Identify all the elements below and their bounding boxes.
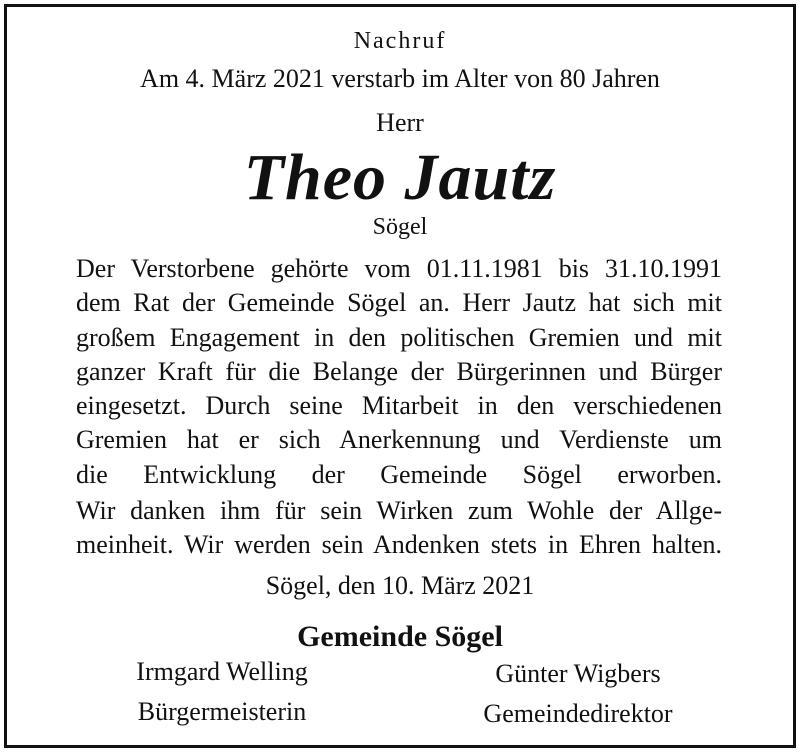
- tribute-line: eingesetzt. Durch seine Mitarbeit in den verschiedenen: [76, 391, 722, 421]
- death-announcement: Am 4. März 2021 verstarb im Alter von 80 Jahren: [140, 64, 660, 93]
- thanks-paragraph: [76, 494, 722, 563]
- signatory-title-right: Gemeindedirektor: [483, 699, 673, 728]
- council-name: Gemeinde Sögel: [297, 620, 503, 653]
- signatory-name-right: Günter Wigbers: [495, 659, 661, 688]
- tribute-line: großem Engagement in den politischen Gremien und mit: [76, 322, 722, 352]
- thanks-line: Wir danken ihm für sein Wirken zum Wohle der Allge-: [76, 496, 722, 525]
- salutation: Herr: [376, 108, 424, 137]
- tribute-line: dem Rat der Gemeinde Sögel an. Herr Jautz hat sich mit: [76, 288, 722, 318]
- hometown: Sögel: [372, 214, 428, 240]
- tribute-line: die Entwicklung der Gemeinde Sögel erworben.: [76, 459, 722, 489]
- place-date: Sögel, den 10. März 2021: [265, 571, 535, 600]
- signatory-name-left: Irmgard Welling: [136, 657, 308, 686]
- notice-heading: Nachruf: [353, 28, 447, 54]
- tribute-line: ganzer Kraft für die Belange der Bürgerinnen und Bürger: [76, 356, 722, 386]
- deceased-name: Theo Jautz: [243, 141, 557, 214]
- signatory-title-left: Bürgermeisterin: [137, 697, 307, 726]
- tribute-line: Der Verstorbene gehörte vom 01.11.1981 bis 31.10.1991: [76, 254, 722, 283]
- tribute-line: Gremien hat er sich Anerkennung und Verdienste um: [76, 425, 722, 455]
- thanks-line: meinheit. Wir werden sein Andenken stets in Ehren halten.: [76, 530, 722, 560]
- tribute-paragraph: [76, 252, 722, 492]
